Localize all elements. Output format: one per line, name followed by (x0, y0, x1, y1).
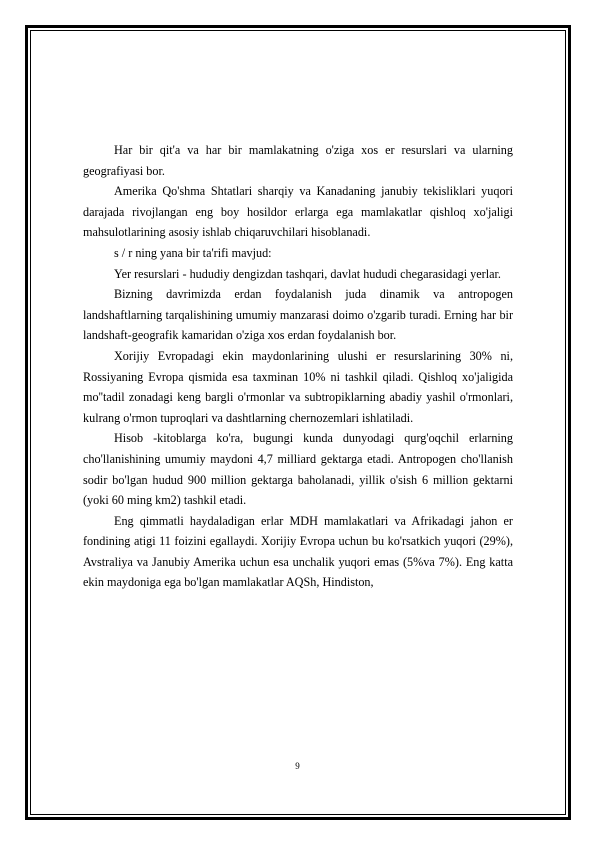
paragraph-8: Eng qimmatli haydaladigan erlar MDH mamlakatlari va Afrikadagi jahon er fondining atigi 11 foizini egallaydi. Xorijiy Evropa uchun bu ko'rsatkich yuqori (29%), Avstraliya va Janubiy Amerika uchun esa unchalik yuqori emas (5%va 7%). Eng katta ekin maydoniga ega bo'lgan mamlakatlar AQSh, Hindiston, (83, 513, 513, 590)
paragraph-4: Yer resurslari - hududiy dengizdan tashqari, davlat hududi chegarasidagi yerlar. (114, 266, 501, 281)
document-body (83, 140, 513, 593)
paragraph-2: Amerika Qo'shma Shtatlari sharqiy va Kanadaning janubiy tekisliklari yuqori darajada rivojlangan eng boy hosildor erlarga ega mamlakatlar qishloq xo'jaligi mahsulotlarining asosiy ishlab chiqaruvchilari hisoblanadi. (83, 184, 513, 240)
paragraph-5: Bizning davrimizda erdan foydalanish juda dinamik va antropogen landshaftlarning tarqalishining umumiy manzarasi doimo o'zgarib turadi. Erning har bir landshaft-geografik kamaridan o'ziga xos erdan foydalanish bor. (83, 287, 513, 343)
page-number: 9 (295, 761, 300, 771)
paragraph-7: Hisob -kitoblarga ko'ra, bugungi kunda dunyodagi qurg'oqchil erlarning cho'llanishining umumiy maydoni 4,7 milliard gektarga etadi. Antropogen cho'llanish sodir bo'lgan hudud 900 million gektarga baholanadi, yillik o'sish 6 million gektarni (yoki 60 ming km2) tashkil etadi. (83, 431, 513, 508)
paragraph-1: Har bir qit'a va har bir mamlakatning o'ziga xos er resurslari va ularning geografiyasi bor. (83, 143, 513, 178)
paragraph-3: s / r ning yana bir ta'rifi mavjud: (114, 245, 272, 260)
paragraph-6: Xorijiy Evropadagi ekin maydonlarining ulushi er resurslarining 30% ni, Rossiyaning Evropa qismida esa taxminan 10% ni tashkil qiladi. Qishloq xo'jaligida mo''tadil zonadagi keng bargli o'rmonlar va subtropiklarning abadiy yashil o'rmonlari, kulrang o'rmon tuproqlari va dashtlarning chernozemlari ishlatiladi. (83, 348, 513, 425)
